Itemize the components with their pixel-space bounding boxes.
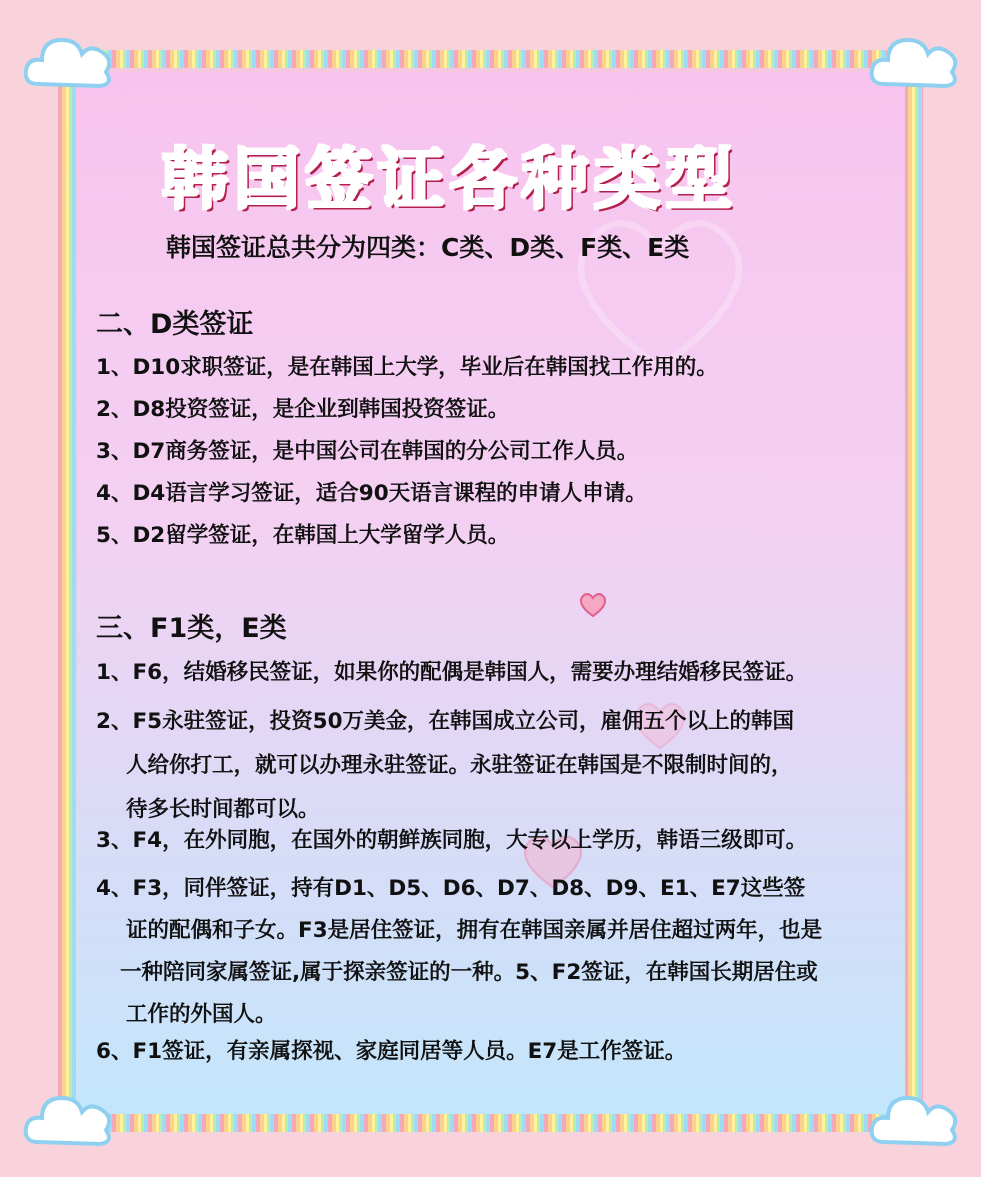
list-item-line: 一种陪同家属签证,属于探亲签证的一种。5、F2签证，在韩国长期居住或: [120, 960, 818, 985]
list-item: 4、D4语言学习签证，适合90天语言课程的申请人申请。: [96, 481, 647, 506]
cloud-icon: [866, 1084, 962, 1154]
list-item: 1、F6，结婚移民签证，如果你的配偶是韩国人，需要办理结婚移民签证。: [96, 660, 808, 685]
list-item: 2、D8投资签证，是企业到韩国投资签证。: [96, 397, 510, 422]
page-title: 韩国签证各种类型: [162, 141, 738, 218]
list-item-line: 待多长时间都可以。: [126, 797, 320, 822]
list-item: 3、F4，在外同胞，在国外的朝鲜族同胞，大专以上学历，韩语三级即可。: [96, 828, 808, 853]
cloud-icon: [20, 26, 116, 96]
list-item-line: 4、F3，同伴签证，持有D1、D5、D6、D7、D8、D9、E1、E7这些签: [96, 876, 806, 901]
list-item-line: 证的配偶和子女。F3是居住签证，拥有在韩国亲属并居住超过两年，也是: [126, 918, 823, 943]
section-d-heading: 二、D类签证: [96, 309, 254, 340]
list-item: 1、D10求职签证，是在韩国上大学，毕业后在韩国找工作用的。: [96, 355, 718, 380]
list-item: 5、D2留学签证，在韩国上大学留学人员。: [96, 523, 510, 548]
cloud-icon: [20, 1084, 116, 1154]
cloud-icon: [866, 26, 962, 96]
heart-icon: [578, 592, 608, 618]
list-item-line: 2、F5永驻签证，投资50万美金，在韩国成立公司，雇佣五个以上的韩国: [96, 709, 795, 734]
list-item: [96, 868, 906, 1036]
list-item: 3、D7商务签证，是中国公司在韩国的分公司工作人员。: [96, 439, 639, 464]
list-item-line: 工作的外国人。: [126, 1002, 277, 1027]
list-item-line: 人给你打工，就可以办理永驻签证。永驻签证在韩国是不限制时间的，: [126, 753, 793, 778]
list-item: 6、F1签证，有亲属探视、家庭同居等人员。E7是工作签证。: [96, 1039, 687, 1064]
section-f-heading: 三、F1类，E类: [96, 613, 287, 644]
subtitle: 韩国签证总共分为四类：C类、D类、F类、E类: [166, 233, 690, 262]
list-item: [96, 700, 906, 832]
